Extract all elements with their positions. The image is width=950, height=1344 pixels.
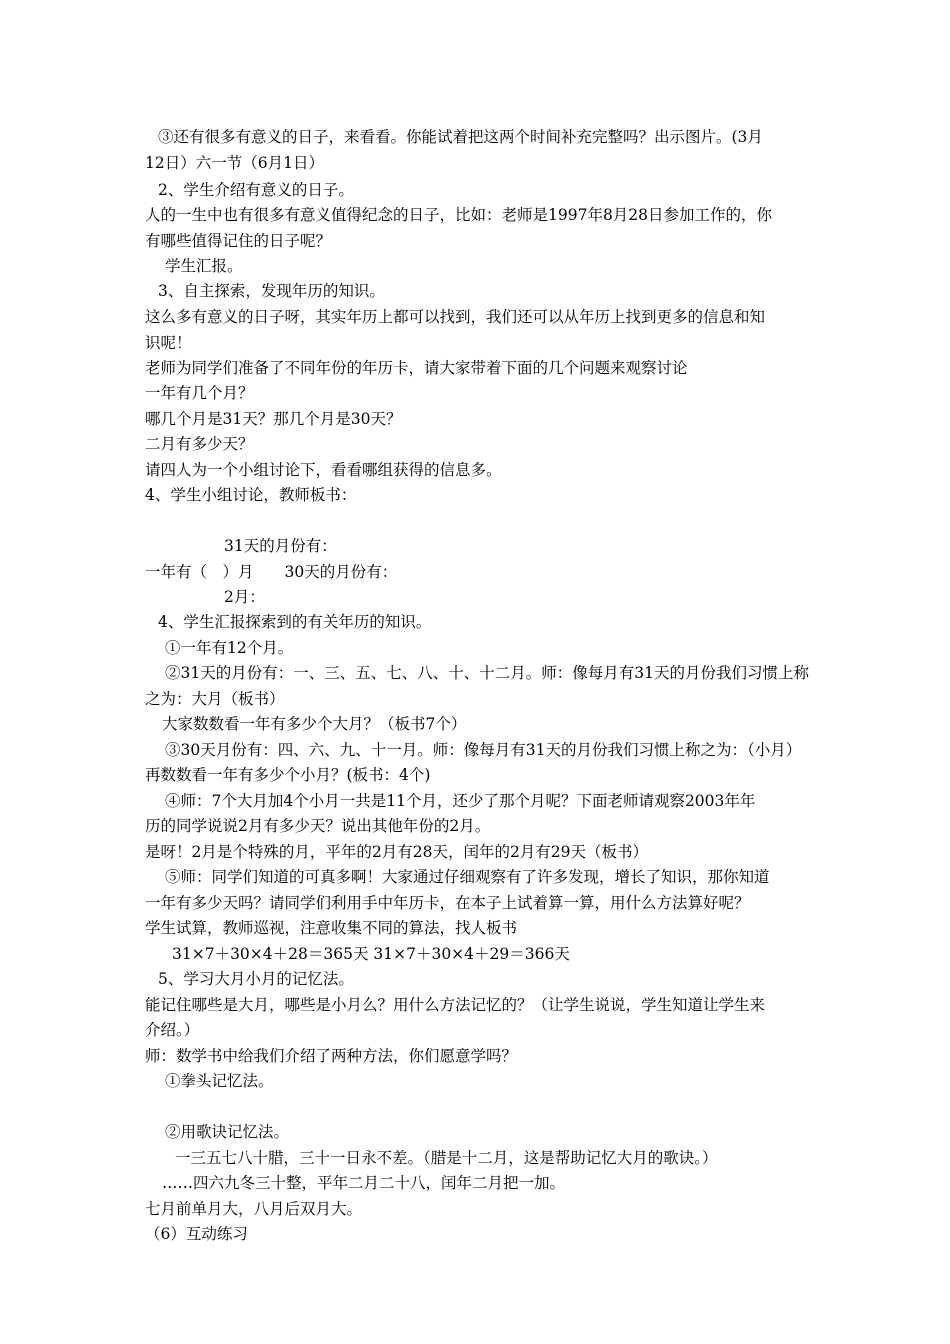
text-line: 师：数学书中给我们介绍了两种方法，你们愿意学吗？ — [145, 1047, 518, 1065]
text-line: 3、自主探索，发现年历的知识。 — [158, 282, 385, 300]
text-line: 有哪些值得记住的日子呢？ — [145, 232, 332, 250]
text-line: 31×7＋30×4＋28＝365天 31×7＋30×4＋29＝366天 — [172, 945, 570, 963]
text-line: 哪几个月是31天？那几个月是30天？ — [145, 410, 402, 428]
text-line: 2、学生介绍有意义的日子。 — [158, 181, 354, 199]
text-line: ③30天月份有：四、六、九、十一月。师：像每月有31天的月份我们习惯上称之为：（小月） — [165, 741, 802, 759]
text-line: 5、学习大月小月的记忆法。 — [158, 970, 354, 988]
text-line: 老师为同学们准备了不同年份的年历卡，请大家带着下面的几个问题来观察讨论 — [145, 359, 688, 377]
text-line: ①拳头记忆法。 — [165, 1072, 274, 1090]
text-line: 31天的月份有： — [224, 537, 337, 555]
text-line: 历的同学说说2月有多少天？说出其他年份的2月。 — [145, 817, 491, 835]
text-line: ②用歌诀记忆法。 — [165, 1123, 290, 1141]
text-line: ③还有很多有意义的日子，来看看。你能试着把这两个时间补充完整吗？出示图片。(3月 — [158, 128, 763, 146]
text-line: 2月： — [224, 588, 265, 606]
text-line: ②31天的月份有：一、三、五、七、八、十、十二月。师：像每月有31天的月份我们习惯上称 — [165, 664, 809, 682]
text-line: 4、学生汇报探索到的有关年历的知识。 — [158, 613, 432, 631]
text-line: 一年有几个月？ — [145, 384, 254, 402]
text-line: 二月有多少天？ — [145, 435, 254, 453]
text-line: 一年有（ ）月 30天的月份有： — [145, 563, 398, 581]
text-line: ⑤师：同学们知道的可真多啊！大家通过仔细观察有了许多发现，增长了知识，那你知道 — [165, 868, 770, 886]
text-line: 这么多有意义的日子呀，其实年历上都可以找到，我们还可以从年历上找到更多的信息和知 — [145, 308, 766, 326]
text-line: 人的一生中也有很多有意义值得纪念的日子，比如：老师是1997年8月28日参加工作的，你 — [145, 206, 773, 224]
text-line: 是呀！2月是个特殊的月，平年的2月有28天，闰年的2月有29天（板书） — [145, 843, 649, 861]
text-line: 之为：大月（板书） — [145, 690, 285, 708]
text-line: 4、学生小组讨论，教师板书： — [145, 486, 357, 504]
text-line: 识呢！ — [145, 334, 192, 352]
text-line: 再数数看一年有多少个小月？(板书：4个) — [145, 766, 431, 784]
text-line: 介绍。） — [145, 1021, 200, 1039]
text-line: ……四六九冬三十整，平年二月二十八，闰年二月把一加。 — [162, 1174, 566, 1192]
text-line: 一年有多少天吗？请同学们利用手中年历卡，在本子上试着算一算，用什么方法算好呢？ — [145, 894, 750, 912]
text-line: 大家数数看一年有多少个大月？（板书7个） — [162, 715, 467, 733]
text-line: 一三五七八十腊，三十一日永不差。（腊是十二月，这是帮助记忆大月的歌诀。） — [175, 1149, 718, 1167]
text-line: 学生汇报。 — [165, 257, 243, 275]
text-line: （6）互动练习 — [145, 1225, 248, 1243]
text-line: 能记住哪些是大月，哪些是小月么？用什么方法记忆的？（让学生说说，学生知道让学生来 — [145, 996, 766, 1014]
text-line: 请四人为一个小组讨论下，看看哪组获得的信息多。 — [145, 461, 502, 479]
text-line: ①一年有12个月。 — [165, 639, 294, 657]
text-line: 12日）六一节（6月1日） — [145, 154, 324, 172]
text-line: 七月前单月大，八月后双月大。 — [145, 1200, 363, 1218]
text-line: 学生试算，教师巡视，注意收集不同的算法，找人板书 — [145, 919, 518, 937]
text-line: ④师：7个大月加4个小月一共是11个月，还少了那个月呢？下面老师请观察2003年年 — [165, 792, 756, 810]
